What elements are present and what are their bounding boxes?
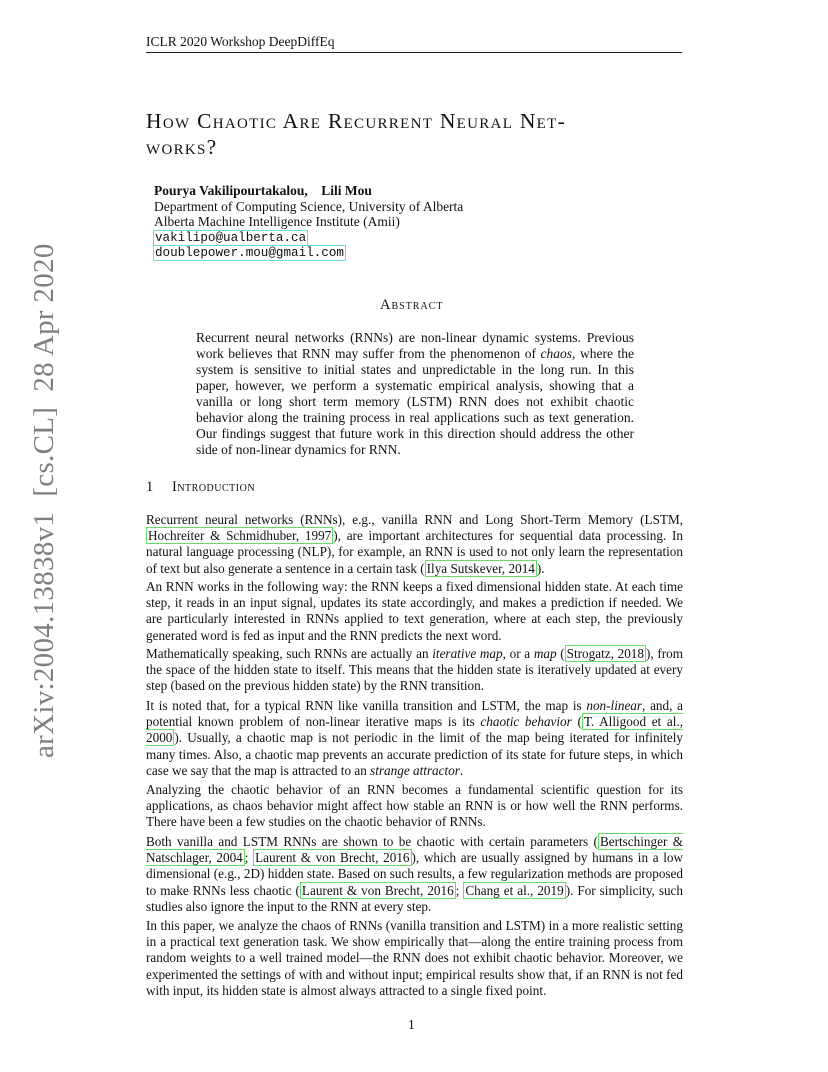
emphasis: map <box>533 646 557 661</box>
text: Recurrent neural networks (RNNs), e.g., vanilla RNN and Long Short-Term Memory (LSTM, <box>146 512 683 527</box>
text: Both vanilla and LSTM RNNs are shown to be chaotic with certain parameters ( <box>146 834 598 849</box>
email-link-1[interactable]: vakilipo@ualberta.ca <box>155 231 307 245</box>
intro-paragraph-4 <box>146 698 683 779</box>
intro-paragraph-7: In this paper, we analyze the chaos of RNNs (vanilla transition and LSTM) in a more realistic setting in a practical text generation task. We show empirically that—along the entire training process from random weights to a well trained model—the RNN does not exhibit chaotic behavior. Moreover, we experimented the settings of with and without input; empirical results show that, if an RNN is not fed with input, its hidden state is almost always attracted to a single fixed point. <box>146 918 683 998</box>
citation-link[interactable]: Laurent & von Brecht, 2016 <box>255 850 410 866</box>
abstract-emphasis-chaos: chaos <box>540 346 573 361</box>
abstract-text-2: , where the system is sensitive to initial states and unpredictable in the long run. In this paper, however, we perform a systematic empirical analysis, showing that a vanilla or long short term memory (LSTM) RNN does not exhibit chaotic behavior along the training process in real applications such as text generation. Our findings suggest that future work in this direction should address the other side of non-linear dynamics for RNN. <box>196 346 634 457</box>
paper-title <box>146 108 706 160</box>
email-link-2[interactable]: doublepower.mou@gmail.com <box>155 246 344 260</box>
intro-paragraph-5: Analyzing the chaotic behavior of an RNN becomes a fundamental scientific question for its applications, as chaos behavior might affect how stable an RNN is or how well the RNN performs. There have been a few studies on the chaotic behavior of RNNs. <box>146 782 683 830</box>
text: ( <box>571 714 582 730</box>
page-number: 1 <box>408 1017 415 1032</box>
section-heading-introduction <box>146 479 255 496</box>
text: ), from the space of the hidden state to itself. This means that the hidden state is iteratively updated at every step (based on the previous hidden state) by the RNN transition. <box>146 646 684 694</box>
header-rule <box>146 52 682 53</box>
abstract-text-1: Recurrent neural networks (RNNs) are non-linear dynamic systems. Previous work believes that RNN may suffer from the phenomenon of <box>196 330 634 361</box>
emphasis: iterative map <box>432 646 503 661</box>
affiliation-1: Department of Computing Science, University of Alberta <box>154 199 464 214</box>
abstract-body <box>196 330 634 458</box>
text: Mathematically speaking, such RNNs are actually an <box>146 646 433 661</box>
emphasis: non-linear <box>586 698 643 713</box>
intro-paragraph-1 <box>146 512 683 577</box>
text: ). For simplicity, such studies also ignore the input to the RNN at every step. <box>146 882 683 914</box>
text: ; <box>455 882 464 898</box>
text: ), which are usually assigned by humans in a low dimensional (e.g., 2D) hidden state. Based on such results, a few regularization methods are proposed to make RNNs less chaotic ( <box>146 850 683 898</box>
citation-link[interactable]: Bertschinger & Natschlager, 2004 <box>146 834 684 866</box>
intro-paragraph-6 <box>146 834 683 915</box>
author-names: Pourya Vakilipourtakalou, Lili Mou <box>154 183 372 198</box>
section-title: Introduction <box>172 479 256 495</box>
text: . <box>459 762 464 778</box>
intro-paragraph-2: An RNN works in the following way: the RNN keeps a fixed dimensional hidden state. At each time step, it reads in an input signal, updates its state accordingly, and makes a prediction if needed. We are particularly interested in RNNs applied to text generation, where at each step, the previously generated word is fed as input and the RNN predicts the next word. <box>146 579 683 643</box>
text: , or a <box>502 646 534 661</box>
abstract-heading: Abstract <box>380 297 444 313</box>
section-number: 1 <box>146 479 154 495</box>
text: ). Usually, a chaotic map is not periodic in the limit of the map being iterated for infinitely many times. Also, a chaotic map prevents an accurate prediction of its state for future steps, in which case we say that the map is attracted to an <box>146 730 683 778</box>
text: ). <box>536 560 545 576</box>
text: ), are important architectures for sequential data processing. In natural language processing (NLP), for example, an RNN is used to not only learn the representation of text but also generate a sentence in a certain task ( <box>146 528 683 576</box>
citation-link[interactable]: Ilya Sutskever, 2014 <box>426 560 535 576</box>
text: It is noted that, for a typical RNN like vanilla transition and LSTM, the map is <box>146 698 587 713</box>
citation-link[interactable]: Strogatz, 2018 <box>566 646 644 661</box>
intro-paragraph-3 <box>146 646 683 695</box>
running-header: ICLR 2020 Workshop DeepDiffEq <box>146 34 335 49</box>
title-line-2: works? <box>146 135 218 159</box>
text: ; <box>244 850 254 866</box>
text: ( <box>556 646 565 661</box>
arxiv-identifier-stamp: arXiv:2004.13838v1 [cs.CL] 28 Apr 2020 <box>28 243 60 758</box>
citation-link[interactable]: Hochreiter & Schmidhuber, 1997 <box>148 528 332 544</box>
citation-link[interactable]: T. Alligood et al., 2000 <box>146 714 683 746</box>
citation-link[interactable]: Chang et al., 2019 <box>465 882 564 898</box>
emphasis: chaotic behavior <box>480 714 572 730</box>
emphasis: strange attractor <box>370 762 460 778</box>
text: , and, a potential known problem of non-linear iterative maps is its <box>146 698 683 730</box>
affiliation-2: Alberta Machine Intelligence Institute (Amii) <box>154 214 400 229</box>
citation-link[interactable]: Laurent & von Brecht, 2016 <box>301 882 454 898</box>
title-line-1: How Chaotic Are Recurrent Neural Net- <box>146 109 567 133</box>
